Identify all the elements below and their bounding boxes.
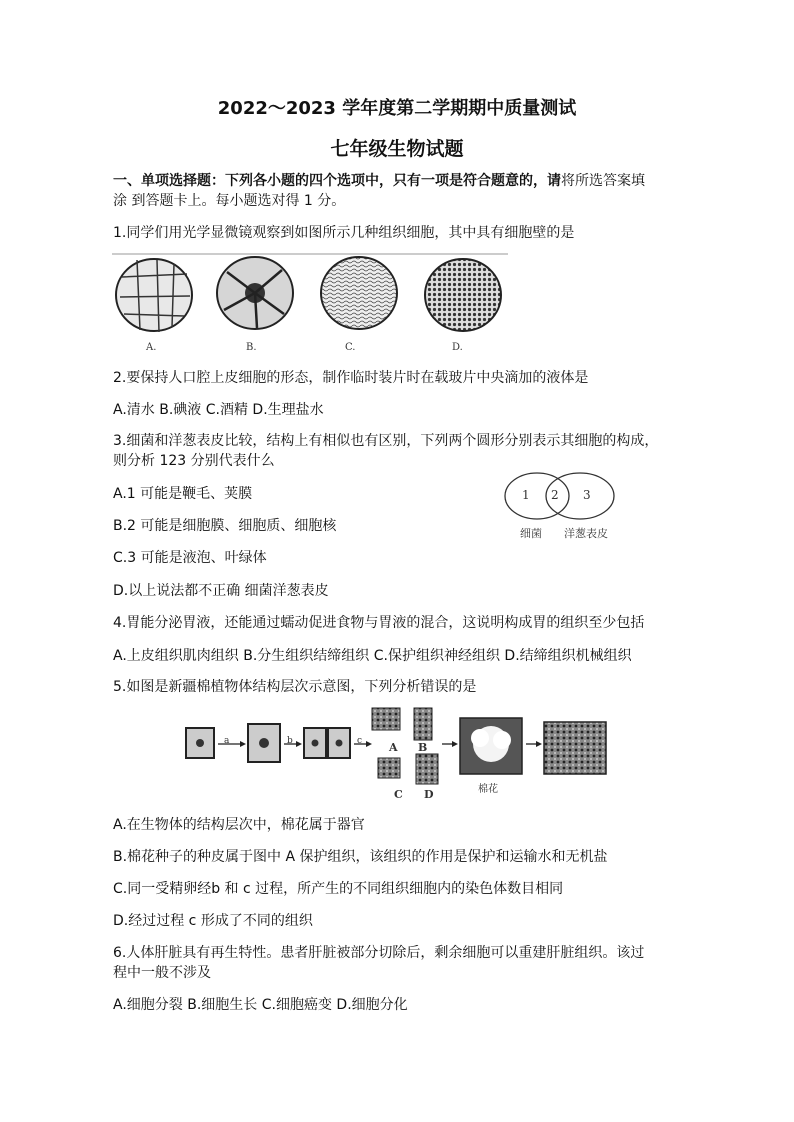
cell-figure-b (217, 257, 293, 329)
question-4-options: A.上皮组织肌肉组织 B.分生组织结缔组织 C.保护组织神经组织 D.结缔组织机械组织 (113, 648, 632, 664)
question-6-text-2: 程中一般不涉及 (113, 965, 211, 981)
venn-label-bacteria: 细菌 (520, 527, 542, 540)
q1-label-c: C. (345, 342, 356, 353)
venn-region-3: 3 (583, 488, 591, 502)
question-5-option-c: C.同一受精卵经b 和 c 过程，所产生的不同组织细胞内的染色体数目相同 (113, 881, 564, 897)
tissue-label-d: D (424, 788, 434, 801)
venn-region-2: 2 (551, 488, 559, 502)
tissue-label-b: B (418, 741, 428, 754)
section-instructions: 涂 到答题卡上。每小题选对得 1 分。 (113, 193, 346, 209)
q1-cell-figures (112, 252, 508, 356)
question-6-text: 6.人体肝脏具有再生特性。患者肝脏被部分切除后，剩余细胞可以重建肝脏组织。该过 (113, 945, 645, 961)
question-5-option-b: B.棉花种子的种皮属于图中 A 保护组织，该组织的作用是保护和运输水和无机盐 (113, 849, 608, 865)
question-4-text: 4.胃能分泌胃液，还能通过蠕动促进食物与胃液的混合，这说明构成胃的组织至少包括 (113, 615, 645, 631)
process-label-b: b (287, 736, 293, 746)
question-5-option-d: D.经过过程 c 形成了不同的组织 (113, 913, 313, 929)
q1-label-b: B. (246, 342, 257, 353)
process-label-c: c (357, 736, 363, 746)
section-heading-bold: 一、单项选择题：下列各小题的四个选项中，只有一项是符合题意的，请 (113, 173, 561, 189)
venn-region-1: 1 (522, 488, 530, 502)
question-3-option-c: C.3 可能是液泡、叶绿体 (113, 550, 267, 566)
exam-title: 2022～2023 学年度第二学期期中质量测试 (217, 98, 577, 119)
process-label-a: a (224, 736, 230, 746)
question-3-text: 3.细菌和洋葱表皮比较，结构上有相似也有区别，下列两个圆形分别表示其细胞的构成， (113, 433, 659, 449)
question-2-options: A.清水 B.碘液 C.酒精 D.生理盐水 (113, 402, 324, 418)
section-heading-rest: 将所选答案填 (561, 173, 645, 189)
question-5-text: 5.如图是新疆棉植物体结构层次示意图，下列分析错误的是 (113, 679, 477, 695)
question-5-option-a: A.在生物体的结构层次中，棉花属于器官 (113, 817, 365, 833)
q1-label-d: D. (452, 342, 463, 353)
question-2-text: 2.要保持人口腔上皮细胞的形态，制作临时装片时在载玻片中央滴加的液体是 (113, 370, 589, 386)
cell-figure-a (116, 259, 192, 332)
venn-label-onion: 洋葱表皮 (564, 527, 608, 540)
question-3-option-a: A.1 可能是鞭毛、荚膜 (113, 486, 253, 502)
tissue-label-a: A (389, 741, 398, 754)
cotton-label: 棉花 (478, 784, 498, 795)
question-3-text-2: 则分析 123 分别代表什么 (113, 453, 275, 469)
cell-figure-d (425, 259, 501, 331)
question-3-option-b: B.2 可能是细胞膜、细胞质、细胞核 (113, 518, 337, 534)
venn-diagram (500, 470, 630, 545)
question-6-options: A.细胞分裂 B.细胞生长 C.细胞癌变 D.细胞分化 (113, 997, 408, 1013)
exam-subtitle: 七年级生物试题 (330, 138, 464, 160)
q1-figure-svg (112, 252, 508, 356)
question-1-text: 1.同学们用光学显微镜观察到如图所示几种组织细胞，其中具有细胞壁的是 (113, 225, 575, 241)
q1-label-a: A. (146, 342, 157, 353)
question-3-option-d: D.以上说法都不正确 细菌洋葱表皮 (113, 583, 329, 599)
q5-structure-diagram (184, 706, 614, 804)
section-heading (113, 172, 645, 190)
tissue-label-c: C (394, 788, 403, 801)
cell-figure-c (321, 257, 397, 329)
